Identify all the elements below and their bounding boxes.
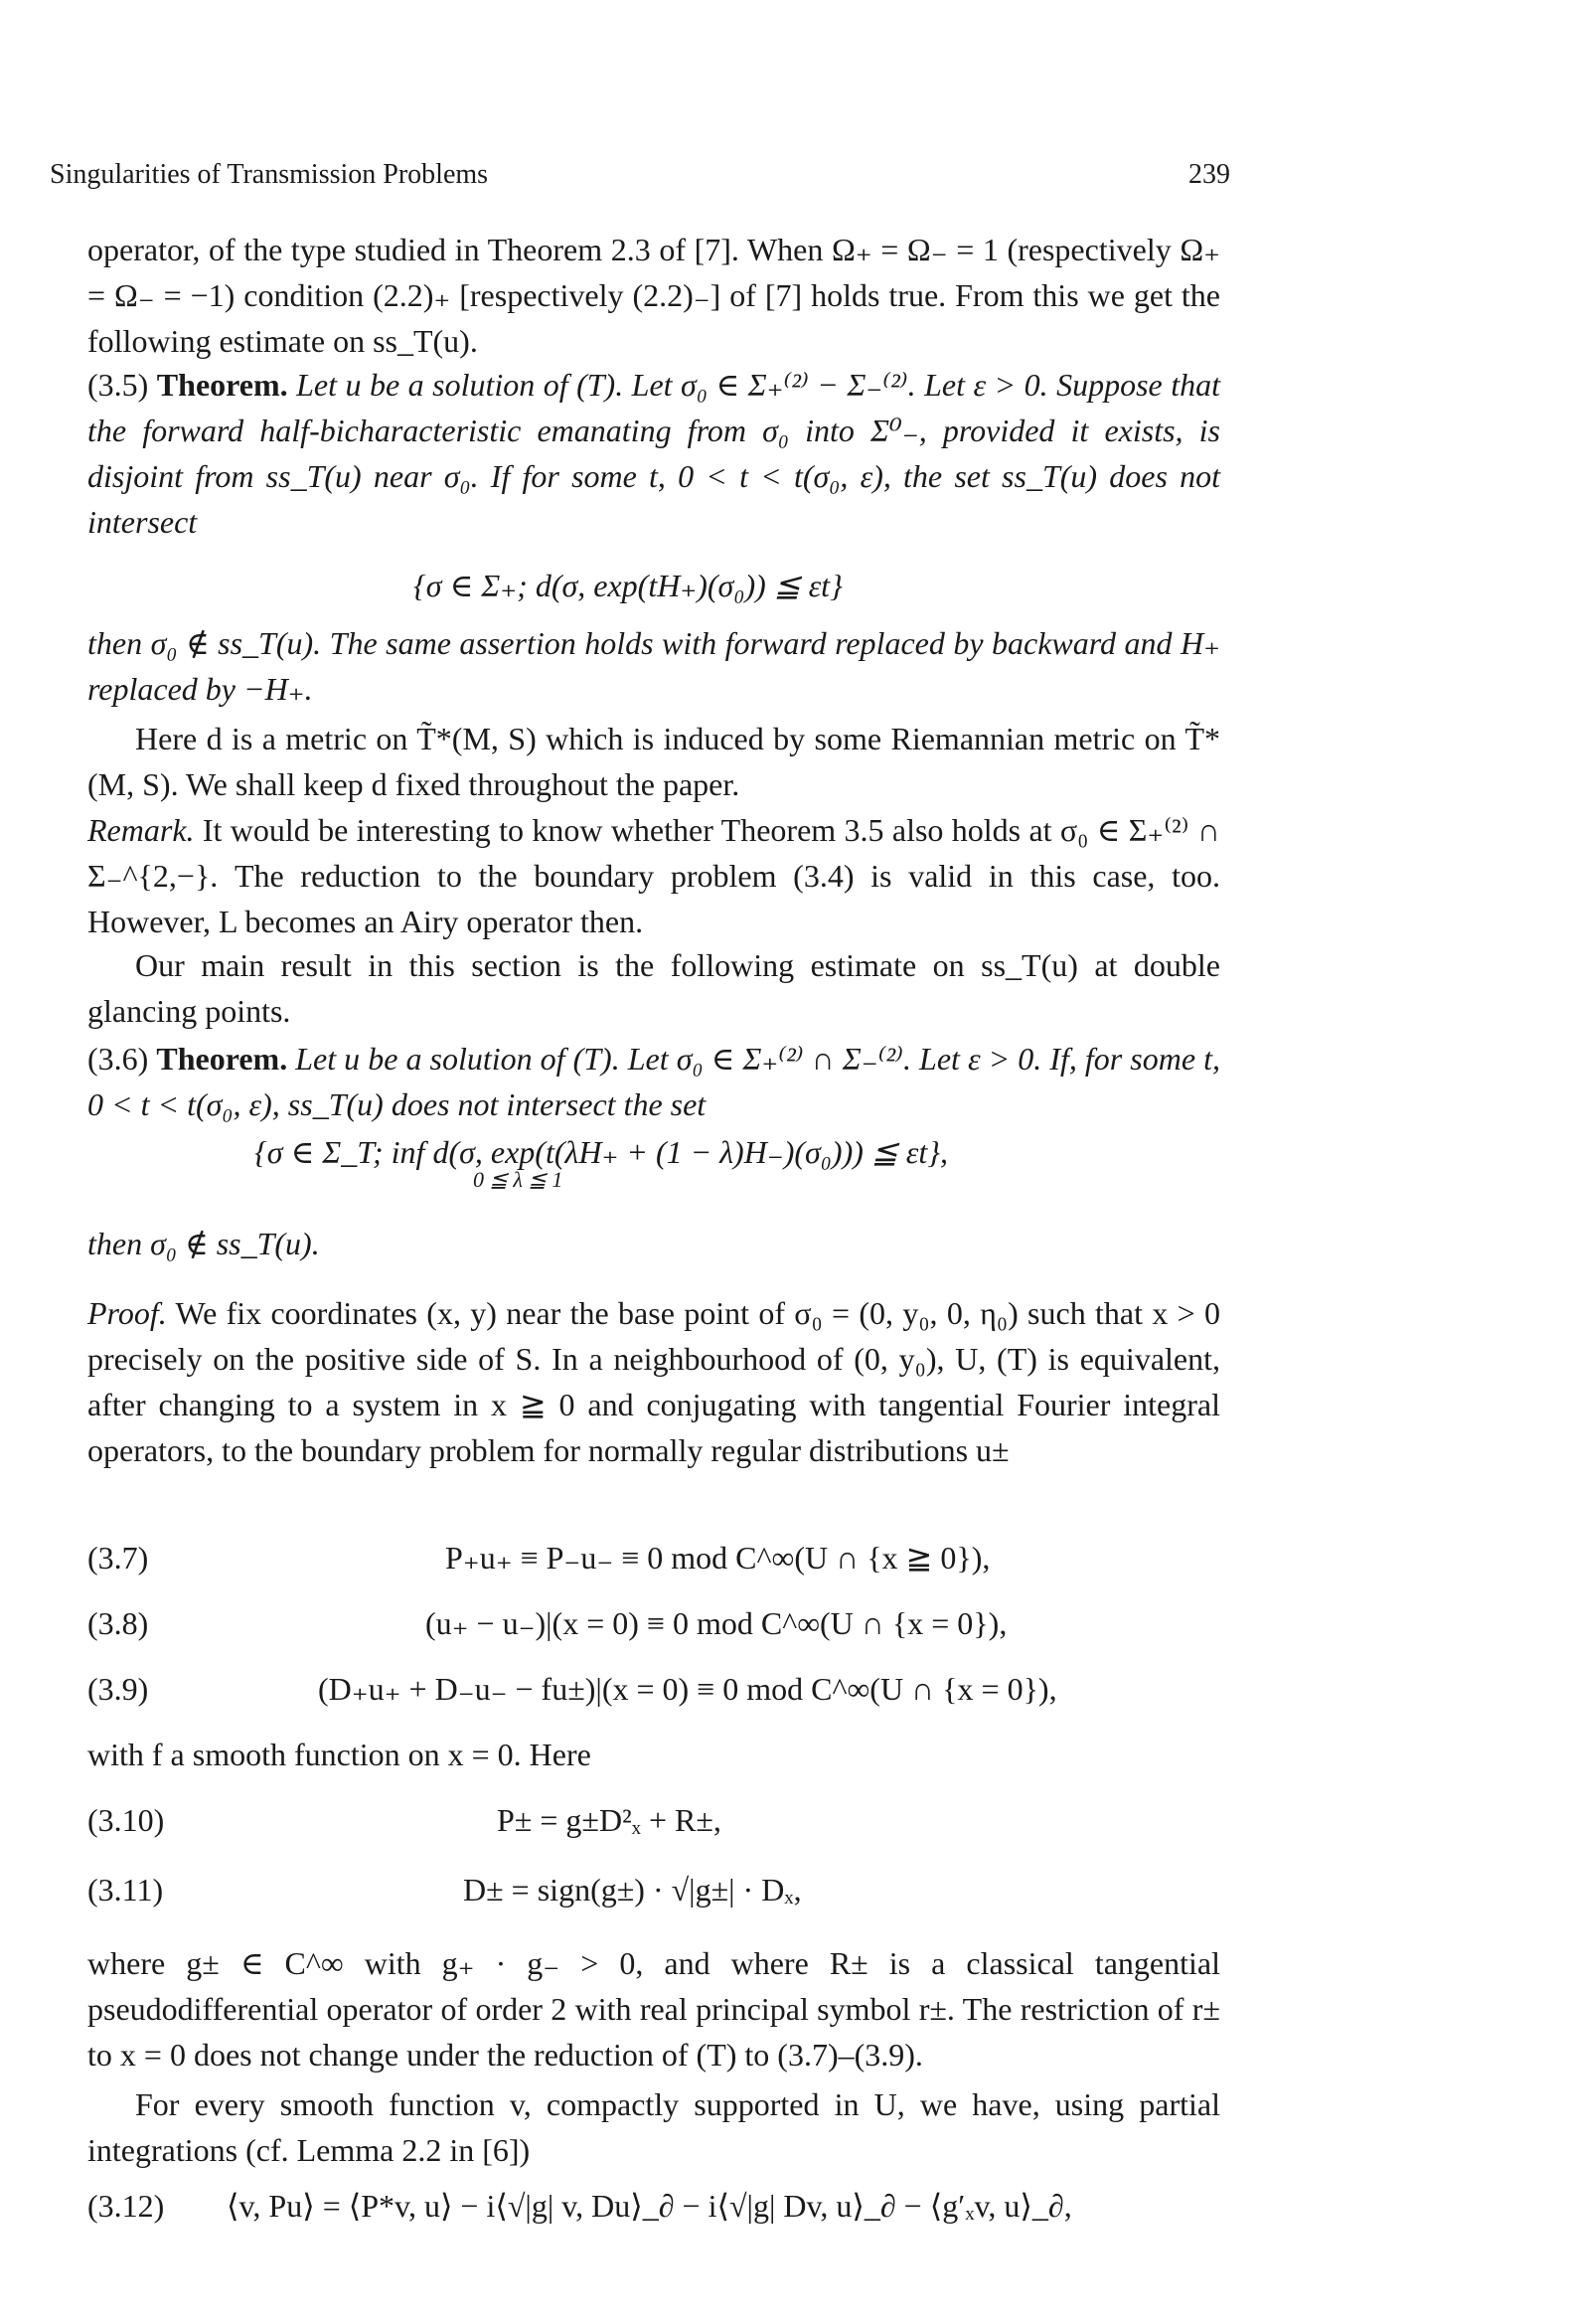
theorem-3-6 bbox=[87, 1036, 1220, 1127]
proof-text: We fix coordinates (x, y) near the base point of σ₀ = (0, y₀, 0, η₀) such that x > 0 precisely on the positive side of S. In a neighbourhood of (0, y₀), U, (T) is equivalent, after changing to a system in x ≧ 0 and conjugating with tangential Fourier integral operators, to the boundary problem for normally regular distributions u± bbox=[87, 1295, 1221, 1468]
equation-label: (3.8) bbox=[87, 1605, 149, 1641]
proof bbox=[87, 1290, 1220, 1473]
page-number: 239 bbox=[1188, 159, 1230, 190]
theorem-3-5 bbox=[87, 362, 1220, 545]
equation-3-7 bbox=[87, 1535, 1220, 1580]
theorem-title: Theorem. bbox=[156, 367, 288, 403]
equation-label: (3.12) bbox=[87, 2188, 165, 2224]
theorem-3-6-display: {σ ∈ Σ_T; inf d(σ, exp(t(λH₊ + (1 − λ)H₋)(σ₀))) ≦ εt}, bbox=[254, 1134, 948, 1170]
theorem-3-6-conclusion: then σ₀ ∉ ss_T(u). bbox=[87, 1226, 320, 1261]
theorem-text: Let u be a solution of (T). Let σ₀ ∈ Σ₊⁽²⁾ − Σ₋⁽²⁾. Let ε > 0. Suppose that the forward half-bicharacteristic emanating from σ₀ into Σ⁰₋, provided it exists, is disjoint from ss_T(u) near σ₀. If for some t, 0 < t < t(σ₀, ε), the set ss_T(u) does not intersect bbox=[87, 367, 1221, 540]
theorem-label: (3.5) bbox=[87, 367, 149, 403]
equation-body: ⟨v, Pu⟩ = ⟨P*v, u⟩ − i⟨√|g| v, Du⟩_∂ − i⟨√|g| Dv, u⟩_∂ − ⟨g′ₓv, u⟩_∂, bbox=[227, 2188, 1072, 2224]
intro-paragraph: operator, of the type studied in Theorem 2.3 of [7]. When Ω₊ = Ω₋ = 1 (respectively Ω₊ = Ω₋ = −1) condition (2.2)₊ [respectively (2.2)₋] of [7] holds true. From this we get the following estimate on ss_T(u). bbox=[87, 232, 1220, 359]
equation-body: (D₊u₊ + D₋u₋ − fu±)|(x = 0) ≡ 0 mod C^∞(U ∩ {x = 0}), bbox=[318, 1671, 1057, 1707]
where-paragraph: where g± ∈ C^∞ with g₊ · g₋ > 0, and where R± is a classical tangential pseudodifferential operator of order 2 with real principal symbol r±. The restriction of r± to x = 0 does not change under the reduction of (T) to (3.7)–(3.9). bbox=[87, 1945, 1220, 2073]
equation-label: (3.10) bbox=[87, 1802, 165, 1838]
remark-label: Remark. bbox=[87, 812, 195, 848]
theorem-label: (3.6) bbox=[87, 1041, 149, 1077]
remark-text: It would be interesting to know whether Theorem 3.5 also holds at σ₀ ∈ Σ₊⁽²⁾ ∩ Σ₋^{2,−}. The reduction to the boundary problem (3.4) is valid in this case, too. However, L becomes an Airy operator then. bbox=[87, 812, 1221, 939]
theorem-title: Theorem. bbox=[156, 1041, 288, 1077]
theorem-3-6-inf-subscript: 0 ≦ λ ≦ 1 bbox=[473, 1167, 563, 1192]
equation-3-10 bbox=[87, 1797, 1220, 1843]
remark bbox=[87, 807, 1220, 944]
main-result-paragraph: Our main result in this section is the following estimate on ss_T(u) at double glancing points. bbox=[87, 947, 1220, 1029]
every-function-paragraph: For every smooth function v, compactly supported in U, we have, using partial integrations (cf. Lemma 2.2 in [6]) bbox=[87, 2086, 1220, 2168]
equation-3-9 bbox=[87, 1666, 1220, 1712]
theorem-3-5-display: {σ ∈ Σ₊; d(σ, exp(tH₊)(σ₀)) ≦ εt} bbox=[413, 568, 843, 603]
equation-3-12 bbox=[87, 2183, 1220, 2229]
equation-label: (3.9) bbox=[87, 1671, 149, 1707]
equation-3-8 bbox=[87, 1600, 1220, 1646]
metric-paragraph: Here d is a metric on T̃*(M, S) which is induced by some Riemannian metric on T̃*(M, S). We shall keep d fixed throughout the paper. bbox=[87, 721, 1220, 802]
equation-body: D± = sign(g±) · √|g±| · Dₓ, bbox=[463, 1872, 802, 1908]
theorem-3-5-conclusion: then σ₀ ∉ ss_T(u). The same assertion holds with forward replaced by backward and H₊ replaced by −H₊. bbox=[87, 625, 1220, 707]
equation-label: (3.7) bbox=[87, 1540, 149, 1576]
with-f-line: with f a smooth function on x = 0. Here bbox=[87, 1737, 591, 1772]
equation-body: P± = g±D²ₓ + R±, bbox=[497, 1802, 721, 1838]
running-title: Singularities of Transmission Problems bbox=[50, 159, 489, 190]
equation-3-11 bbox=[87, 1867, 1220, 1912]
proof-label: Proof. bbox=[87, 1295, 167, 1331]
equation-label: (3.11) bbox=[87, 1872, 164, 1908]
theorem-text: Let u be a solution of (T). Let σ₀ ∈ Σ₊⁽²⁾ ∩ Σ₋⁽²⁾. Let ε > 0. If, for some t, 0 < t < t(σ₀, ε), ss_T(u) does not intersect the set bbox=[87, 1041, 1221, 1122]
equation-body: (u₊ − u₋)|(x = 0) ≡ 0 mod C^∞(U ∩ {x = 0}), bbox=[425, 1605, 1008, 1641]
equation-body: P₊u₊ ≡ P₋u₋ ≡ 0 mod C^∞(U ∩ {x ≧ 0}), bbox=[445, 1540, 991, 1576]
